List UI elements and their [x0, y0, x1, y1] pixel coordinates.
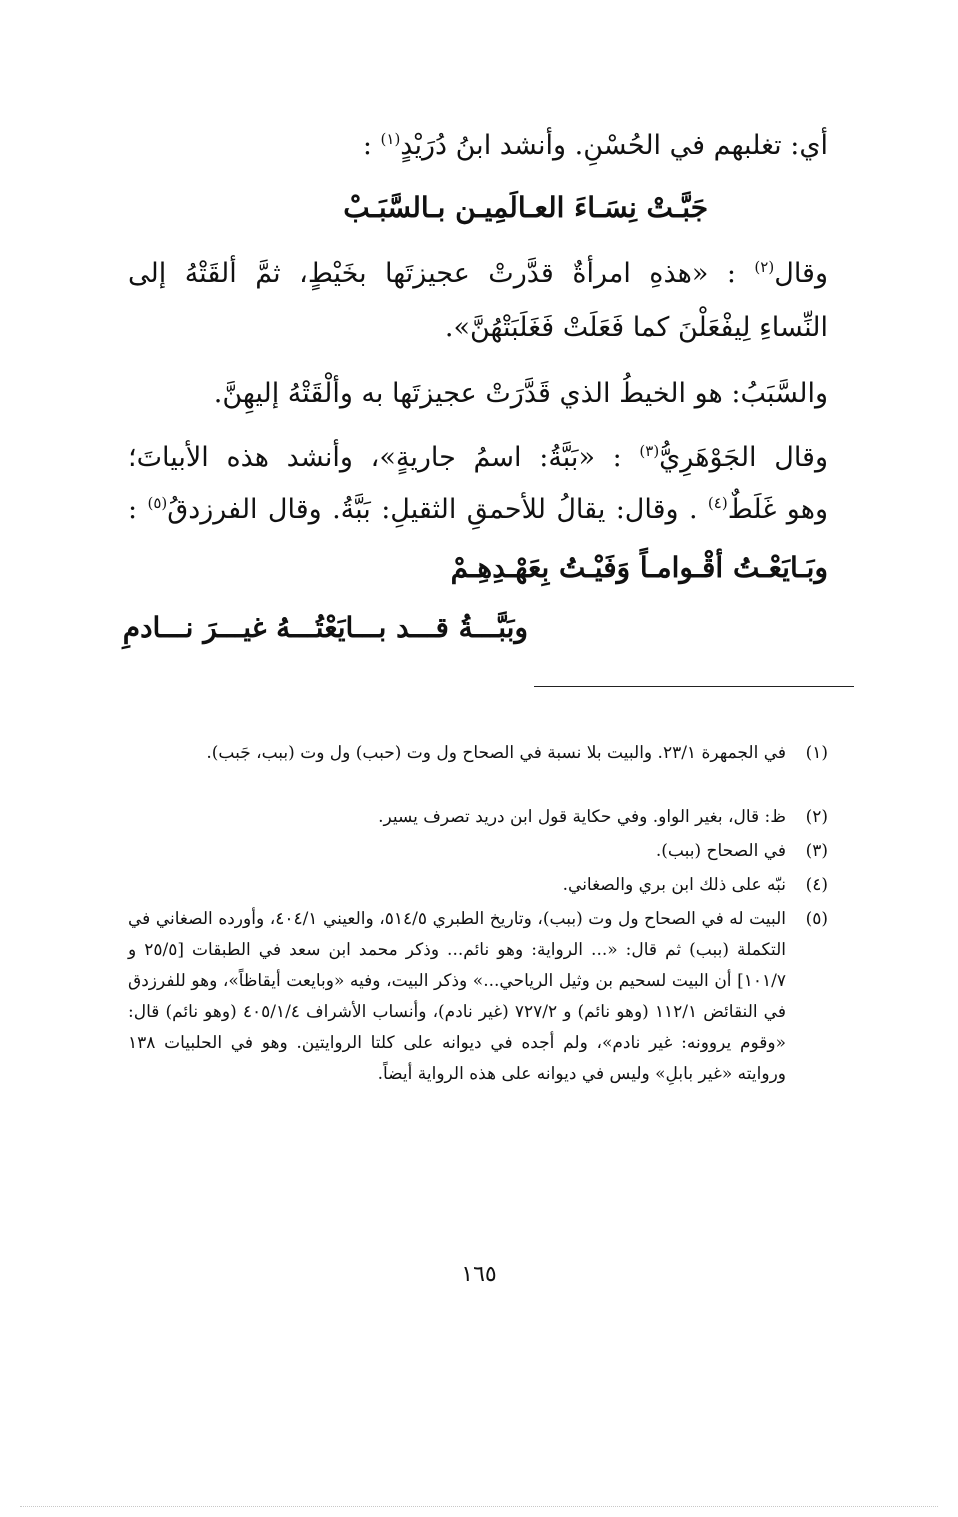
footnote-5-text: البيت له في الصحاح ول وت (ببب)، وتاريخ الطبري ٥١٤/٥، والعيني ٤٠٤/١، وأورده الصغاني في التكملة (ببب) ثم قال: «... الرواية: وهو نائم... وذكر محمد ابن سعد في الطبقات [٢٥/٥ و ١٠١/٧] أن البيت لسحيم بن وثيل الرياحي...» وذكر البيت، وفيه «وبايعت أيقاظاً»، وهو للفرزدق في النقائض ١١٢/١ (وهو نائم) و ٧٢٧/٢ (غير نادم)، وأنساب الأشراف ٤٠٥/١/٤ (وهو نائم) قال: «وقوم يروونه: غير نادم»، ولم أجده في ديوانه على كلتا الروايتين. وهو في الحلبيات ١٣٨ وروايته «غير بابلِ» وليس في ديوانه على هذه الرواية أيضاً.	[128, 909, 786, 1084]
page-number: ١٦٥	[461, 1262, 497, 1287]
line-1-text: أي: تغلبهم في الحُسْنِ. وأنشد ابنُ دُرَيْدٍ	[400, 130, 828, 161]
line-1-tail: :	[362, 130, 381, 161]
footnote-3	[128, 836, 828, 867]
line-7-mid: . وقال: يقالُ للأحمقِ الثقيلِ: بَبَّةُ. وقال الفرزدقُ	[167, 494, 708, 525]
scan-edge-line	[20, 1506, 938, 1507]
footnote-5	[128, 904, 828, 1090]
text-line-1	[363, 126, 828, 166]
line-7-tail: :	[128, 494, 148, 525]
line-3-text: : «هذهِ امرأةٌ قدَّرتْ عجيزتَها بخَيْطٍ، ثمَّ ألقَتْهُ إلى	[128, 258, 755, 289]
footnote-4-number: (٤)	[805, 875, 828, 895]
footnote-4	[128, 870, 828, 901]
footnote-4-text: نبّه على ذلك ابن بري والصغاني.	[562, 875, 786, 895]
text-line-7	[128, 490, 828, 530]
footnote-2	[128, 802, 828, 833]
text-line-5: والسَّبَبُ: هو الخيطُ الذي قَدَّرَتْ عجيزتَها به وألْقَتْهُ إليهِنَّ.	[213, 378, 828, 409]
footnote-1-text: في الجمهرة ٢٣/١. والبيت بلا نسبة في الصحاح ول وت (حبب) ول وت (ببب، جَبب).	[206, 743, 786, 763]
footnote-ref-3[interactable]: (٣)	[639, 442, 660, 460]
footnote-ref-4[interactable]: (٤)	[707, 494, 728, 512]
text-line-6	[128, 438, 828, 478]
footnote-ref-2[interactable]: (٢)	[754, 258, 775, 276]
footnote-5-number: (٥)	[805, 909, 828, 929]
footnote-1-number: (١)	[805, 743, 828, 763]
verse-line-3: وبَبَّـــةُ قـــد بـــايَعْتُـــهُ غيـــرَ نـــادمِ	[122, 611, 528, 644]
footnote-1	[128, 738, 828, 769]
verse-line-1: جَبَّـتْ نِسَـاءَ العـالَمِيـن بـالسَّبَـبْ	[343, 191, 708, 224]
footnote-2-text: ظ: قال، بغير الواو. وفي حكاية قول ابن دريد تصرف يسير.	[378, 807, 786, 827]
footnote-ref-1[interactable]: (١)	[380, 130, 401, 148]
footnote-3-text: في الصحاح (ببب).	[655, 841, 786, 861]
text-line-4: النِّساءِ لِيفْعَلْنَ كما فَعَلَتْ فَغَلَبَتْهُنَّ».	[444, 312, 828, 343]
line-6-text: : «بَبَّةُ: اسمُ جاريةٍ»، وأنشد هذه الأبياتَ؛	[128, 442, 640, 473]
footnote-separator	[534, 686, 854, 687]
line-7-start: وهو غَلَطٌ	[727, 494, 828, 525]
verse-line-2: وبَـايَعْـتُ أقْـوامـاً وَفَيْـتُ بِعَهْـدِهِـمْ	[450, 551, 828, 584]
footnote-3-number: (٣)	[805, 841, 828, 861]
line-3-start: وقال	[774, 258, 828, 289]
footnote-ref-5[interactable]: (٥)	[147, 494, 168, 512]
footnote-2-number: (٢)	[805, 807, 828, 827]
line-6-start: وقال الجَوْهَرِيُّ	[659, 442, 828, 473]
text-line-3	[128, 254, 828, 294]
